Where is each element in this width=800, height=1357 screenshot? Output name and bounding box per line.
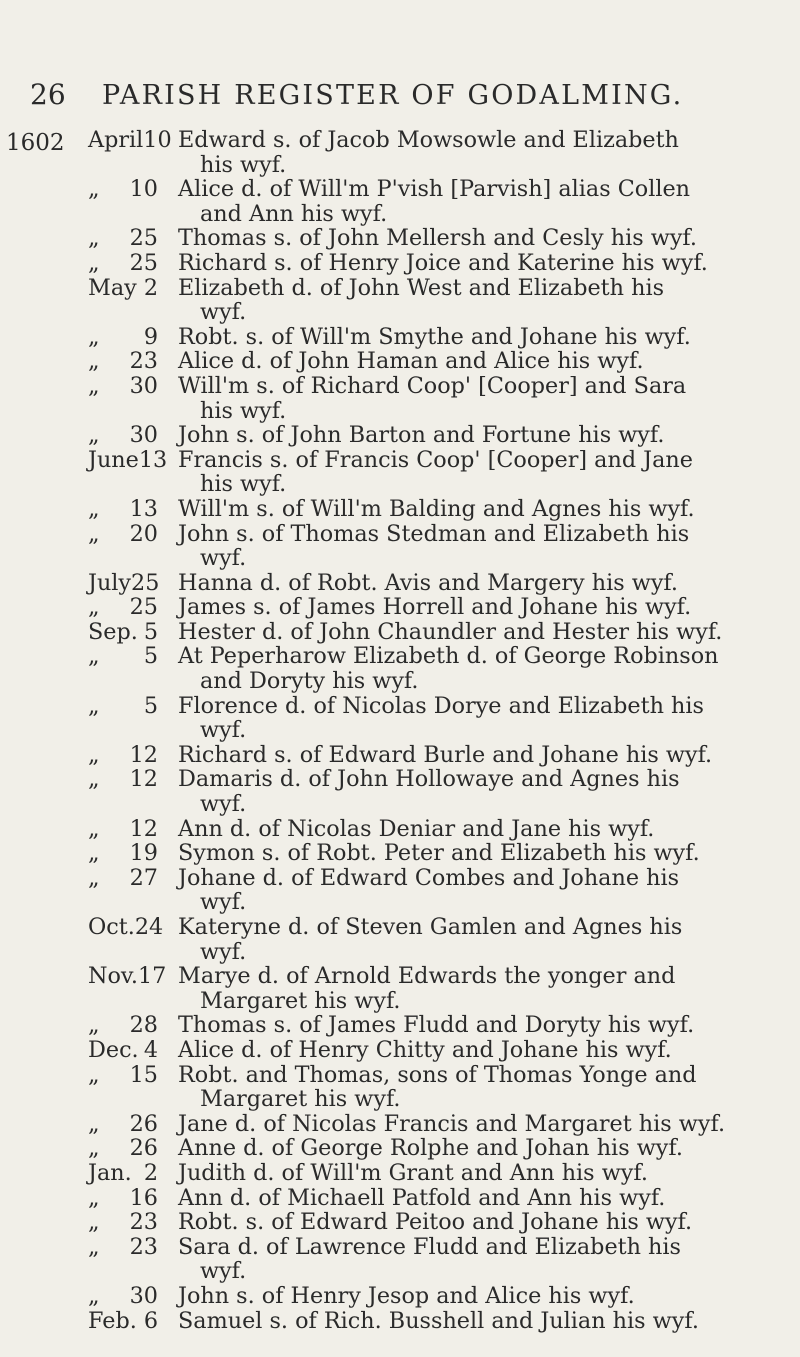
entry-line: Symon s. of Robt. Peter and Elizabeth his wyf. — [178, 840, 700, 867]
register-entry — [0, 1038, 800, 1063]
entry-line: Johane d. of Edward Combes and Johane his — [178, 864, 680, 891]
register-entry — [0, 374, 800, 423]
entry-line: Alice d. of Henry Chitty and Johane his wyf. — [178, 1036, 672, 1063]
entry-continuation: Margaret his wyf. — [200, 1086, 401, 1113]
entry-line: Florence d. of Nicolas Dorye and Elizabeth his — [178, 692, 704, 719]
entry-text — [164, 1186, 794, 1211]
entry-month: Nov. — [88, 963, 138, 990]
entry-line: John s. of Henry Jesop and Alice his wyf. — [178, 1282, 635, 1309]
entry-continuation: wyf. — [200, 1258, 247, 1285]
entry-text — [164, 1136, 794, 1161]
entry-month: „ — [88, 323, 100, 350]
entry-line: Ann d. of Michaell Patfold and Ann his wyf. — [178, 1184, 666, 1211]
entry-day: 30 — [129, 422, 158, 449]
running-title: PARISH REGISTER OF GODALMING. — [102, 80, 684, 111]
register-entry — [0, 644, 800, 693]
entry-text — [164, 177, 794, 226]
entry-continuation: wyf. — [200, 717, 247, 744]
entry-line: Judith d. of Will'm Grant and Ann his wyf. — [178, 1159, 648, 1186]
entry-text — [164, 374, 794, 423]
entry-text — [164, 448, 794, 497]
entry-day: 25 — [129, 225, 158, 252]
entry-text — [164, 423, 794, 448]
entry-text — [164, 841, 794, 866]
entry-text — [164, 1235, 794, 1284]
entry-date — [0, 1235, 164, 1284]
entry-month: „ — [88, 348, 100, 375]
entry-text — [164, 694, 794, 743]
register-entry — [0, 226, 800, 251]
register-entry — [0, 423, 800, 448]
entry-date — [0, 767, 164, 816]
entry-date — [0, 325, 164, 350]
entry-text — [164, 915, 794, 964]
entry-month: „ — [88, 1061, 100, 1088]
register-entry — [0, 325, 800, 350]
register-entry — [0, 841, 800, 866]
entry-line: Francis s. of Francis Coop' [Cooper] and Jane — [178, 446, 693, 473]
entry-text — [164, 1309, 794, 1334]
entry-date — [0, 1063, 164, 1112]
entry-date — [0, 817, 164, 842]
register-entry — [0, 595, 800, 620]
entry-date — [0, 1210, 164, 1235]
entry-date — [0, 841, 164, 866]
entry-line: Ann d. of Nicolas Deniar and Jane his wyf. — [178, 815, 655, 842]
entry-line: Thomas s. of John Mellersh and Cesly his wyf. — [178, 225, 697, 252]
entry-line: Sara d. of Lawrence Fludd and Elizabeth his — [178, 1233, 681, 1260]
register-entry — [0, 767, 800, 816]
entry-continuation: wyf. — [200, 299, 247, 326]
entry-day: 13 — [138, 446, 168, 473]
register-entry — [0, 522, 800, 571]
entry-day: 23 — [129, 1233, 158, 1260]
register-entry — [0, 1136, 800, 1161]
register-entry — [0, 694, 800, 743]
entry-text — [164, 644, 794, 693]
entry-day: 5 — [143, 643, 158, 670]
entry-day: 23 — [129, 348, 158, 375]
entry-day: 13 — [129, 495, 158, 522]
entry-month: „ — [88, 1282, 100, 1309]
register-entry — [0, 177, 800, 226]
entry-day: 2 — [143, 1159, 158, 1186]
entry-day: 10 — [143, 127, 172, 153]
entry-month: „ — [88, 741, 100, 768]
entry-day: 25 — [131, 569, 160, 596]
register-entry — [0, 1161, 800, 1186]
register-entry — [0, 1210, 800, 1235]
entry-text — [164, 1210, 794, 1235]
entry-date — [0, 522, 164, 571]
entry-text — [164, 251, 794, 276]
entry-text — [164, 866, 794, 915]
entry-day: 10 — [129, 176, 158, 203]
entry-line: Alice d. of Will'm P'vish [Parvish] alias Collen — [178, 176, 691, 203]
register-entry — [0, 817, 800, 842]
entry-day: 12 — [129, 741, 158, 768]
entry-month: „ — [88, 643, 100, 670]
entry-line: Alice d. of John Haman and Alice his wyf. — [178, 348, 644, 375]
register-entry — [0, 349, 800, 374]
entry-line: Jane d. of Nicolas Francis and Margaret his wyf. — [178, 1110, 726, 1137]
register-entry — [0, 964, 800, 1013]
entry-line: Richard s. of Edward Burle and Johane his wyf. — [178, 741, 713, 768]
entry-date — [0, 177, 164, 226]
entry-line: Thomas s. of James Fludd and Doryty his wyf. — [178, 1012, 695, 1039]
entry-text — [164, 964, 794, 1013]
entry-continuation: his wyf. — [200, 397, 287, 424]
year-label: 1602 — [6, 130, 65, 156]
entry-month: „ — [88, 815, 100, 842]
register-entry — [0, 1013, 800, 1038]
register-entry — [0, 497, 800, 522]
entry-text — [164, 276, 794, 325]
entry-line: Robt. s. of Edward Peitoo and Johane his wyf. — [178, 1209, 693, 1236]
entry-month: „ — [88, 594, 100, 621]
entry-line: Robt. s. of Will'm Smythe and Johane his wyf. — [178, 323, 691, 350]
entry-continuation: his wyf. — [200, 471, 287, 498]
register-entry — [0, 1235, 800, 1284]
entry-day: 4 — [143, 1036, 158, 1063]
entry-month: „ — [88, 495, 100, 522]
entry-text — [164, 1161, 794, 1186]
entry-text — [164, 595, 794, 620]
entry-continuation: wyf. — [200, 545, 247, 572]
entry-month: Dec. — [88, 1036, 139, 1063]
entry-date — [0, 1013, 164, 1038]
entry-continuation: and Ann his wyf. — [200, 200, 388, 227]
entry-date — [0, 423, 164, 448]
entry-date — [0, 497, 164, 522]
entry-month: „ — [88, 372, 100, 399]
entry-day: 20 — [129, 520, 158, 547]
entry-month: May — [88, 274, 137, 301]
entry-line: Elizabeth d. of John West and Elizabeth his — [178, 274, 665, 301]
entry-date — [0, 127, 172, 177]
register-entry — [0, 128, 800, 177]
entry-date — [0, 694, 164, 743]
entry-day: 30 — [129, 1282, 158, 1309]
entry-date — [0, 1284, 164, 1309]
entry-line: John s. of Thomas Stedman and Elizabeth his — [178, 520, 690, 547]
entry-text — [164, 1112, 794, 1137]
entry-day: 9 — [143, 323, 158, 350]
entry-day: 12 — [129, 815, 158, 842]
entry-date — [0, 1038, 164, 1063]
entry-day: 5 — [143, 692, 158, 719]
entry-date — [0, 276, 164, 325]
entry-day: 2 — [143, 274, 158, 301]
entry-month: Feb. — [88, 1307, 137, 1334]
entry-month: Jan. — [88, 1159, 132, 1186]
entry-line: Damaris d. of John Hollowaye and Agnes his — [178, 766, 680, 793]
entry-month: „ — [88, 1110, 100, 1137]
entry-date — [0, 963, 167, 1013]
entry-date — [0, 1186, 164, 1211]
register-entry — [0, 571, 800, 596]
entry-month: „ — [88, 520, 100, 547]
entry-month: „ — [88, 766, 100, 793]
register-entries — [0, 128, 800, 1333]
entry-continuation: his wyf. — [200, 151, 287, 178]
entry-text — [164, 1038, 794, 1063]
entry-line: Richard s. of Henry Joice and Katerine his wyf. — [178, 249, 708, 276]
entry-day: 26 — [129, 1135, 158, 1162]
register-entry — [0, 915, 800, 964]
entry-text — [164, 767, 794, 816]
entry-line: Will'm s. of Will'm Balding and Agnes his wyf. — [178, 495, 695, 522]
entry-date — [0, 251, 164, 276]
entry-day: 17 — [137, 963, 167, 990]
entry-month: „ — [88, 1233, 100, 1260]
entry-line: Edward s. of Jacob Mowsowle and Elizabeth — [178, 127, 679, 153]
register-entry — [0, 448, 800, 497]
entry-month: „ — [88, 1135, 100, 1162]
entry-line: Marye d. of Arnold Edwards the yonger and — [178, 963, 676, 990]
entry-month: July — [88, 569, 132, 596]
entry-month: June — [88, 446, 139, 473]
entry-text — [164, 620, 794, 645]
register-entry — [0, 866, 800, 915]
entry-day: 15 — [129, 1061, 158, 1088]
entry-day: 16 — [129, 1184, 158, 1211]
register-entry — [0, 1112, 800, 1137]
page-header — [30, 78, 790, 118]
register-entry — [0, 251, 800, 276]
entry-line: Robt. and Thomas, sons of Thomas Yonge and — [178, 1061, 697, 1088]
entry-date — [0, 620, 164, 645]
entry-text — [164, 1013, 794, 1038]
register-entry — [0, 1063, 800, 1112]
entry-day: 19 — [129, 840, 158, 867]
entry-continuation: wyf. — [200, 889, 247, 916]
entry-date — [0, 374, 164, 423]
entry-month: „ — [88, 692, 100, 719]
entry-line: Anne d. of George Rolphe and Johan his wyf. — [178, 1135, 683, 1162]
entry-text — [164, 522, 794, 571]
entry-month: Sep. — [88, 618, 138, 645]
entry-line: Hanna d. of Robt. Avis and Margery his wyf. — [178, 569, 678, 596]
entry-month: „ — [88, 1209, 100, 1236]
entry-day: 24 — [134, 914, 164, 940]
entry-continuation: wyf. — [200, 791, 247, 818]
entry-month: „ — [88, 1012, 100, 1039]
entry-month: Oct. — [88, 914, 135, 940]
page-number: 26 — [30, 78, 66, 111]
entry-date — [0, 1309, 164, 1334]
entry-date — [0, 866, 164, 915]
entry-continuation: and Doryty his wyf. — [200, 668, 419, 695]
register-entry — [0, 743, 800, 768]
entry-text — [164, 1063, 794, 1112]
register-entry — [0, 276, 800, 325]
entry-text — [164, 325, 794, 350]
entry-line: James s. of James Horrell and Johane his wyf. — [178, 594, 692, 621]
entry-day: 27 — [129, 864, 158, 891]
entry-month: „ — [88, 176, 100, 203]
entry-day: 25 — [129, 249, 158, 276]
entry-date — [0, 571, 164, 596]
entry-continuation: Margaret his wyf. — [200, 987, 401, 1014]
entry-date — [0, 595, 164, 620]
entry-line: Kateryne d. of Steven Gamlen and Agnes his — [178, 914, 683, 940]
entry-day: 23 — [129, 1209, 158, 1236]
entry-month: „ — [88, 864, 100, 891]
entry-day: 12 — [129, 766, 158, 793]
entry-month: „ — [88, 422, 100, 449]
entry-date — [0, 644, 164, 693]
entry-month: April — [88, 127, 144, 153]
entry-date — [0, 349, 164, 374]
entry-date — [0, 1136, 164, 1161]
entry-month: „ — [88, 840, 100, 867]
entry-text — [164, 497, 794, 522]
register-entry — [0, 1186, 800, 1211]
entry-text — [164, 349, 794, 374]
entry-day: 28 — [129, 1012, 158, 1039]
entry-line: John s. of John Barton and Fortune his wyf. — [178, 422, 665, 449]
entry-date — [0, 1161, 164, 1186]
entry-day: 25 — [129, 594, 158, 621]
entry-text — [164, 226, 794, 251]
entry-date — [0, 915, 164, 964]
entry-line: At Peperharow Elizabeth d. of George Robinson — [178, 643, 719, 670]
entry-line: Samuel s. of Rich. Busshell and Julian his wyf. — [178, 1307, 699, 1334]
entry-text — [164, 571, 794, 596]
entry-date — [0, 226, 164, 251]
entry-text — [164, 128, 794, 177]
entry-date — [0, 743, 164, 768]
register-entry — [0, 1309, 800, 1334]
entry-day: 26 — [129, 1110, 158, 1137]
entry-day: 6 — [143, 1307, 158, 1334]
entry-date — [0, 446, 168, 497]
entry-month: „ — [88, 225, 100, 252]
register-entry — [0, 620, 800, 645]
entry-day: 5 — [143, 618, 158, 645]
entry-date — [0, 1112, 164, 1137]
entry-line: Hester d. of John Chaundler and Hester his wyf. — [178, 618, 723, 645]
entry-line: Will'm s. of Richard Coop' [Cooper] and Sara — [178, 372, 687, 399]
entry-text — [164, 817, 794, 842]
entry-month: „ — [88, 1184, 100, 1211]
entry-day: 30 — [129, 372, 158, 399]
entry-text — [164, 1284, 794, 1309]
entry-continuation: wyf. — [200, 938, 247, 965]
register-entry — [0, 1284, 800, 1309]
entry-month: „ — [88, 249, 100, 276]
entry-text — [164, 743, 794, 768]
